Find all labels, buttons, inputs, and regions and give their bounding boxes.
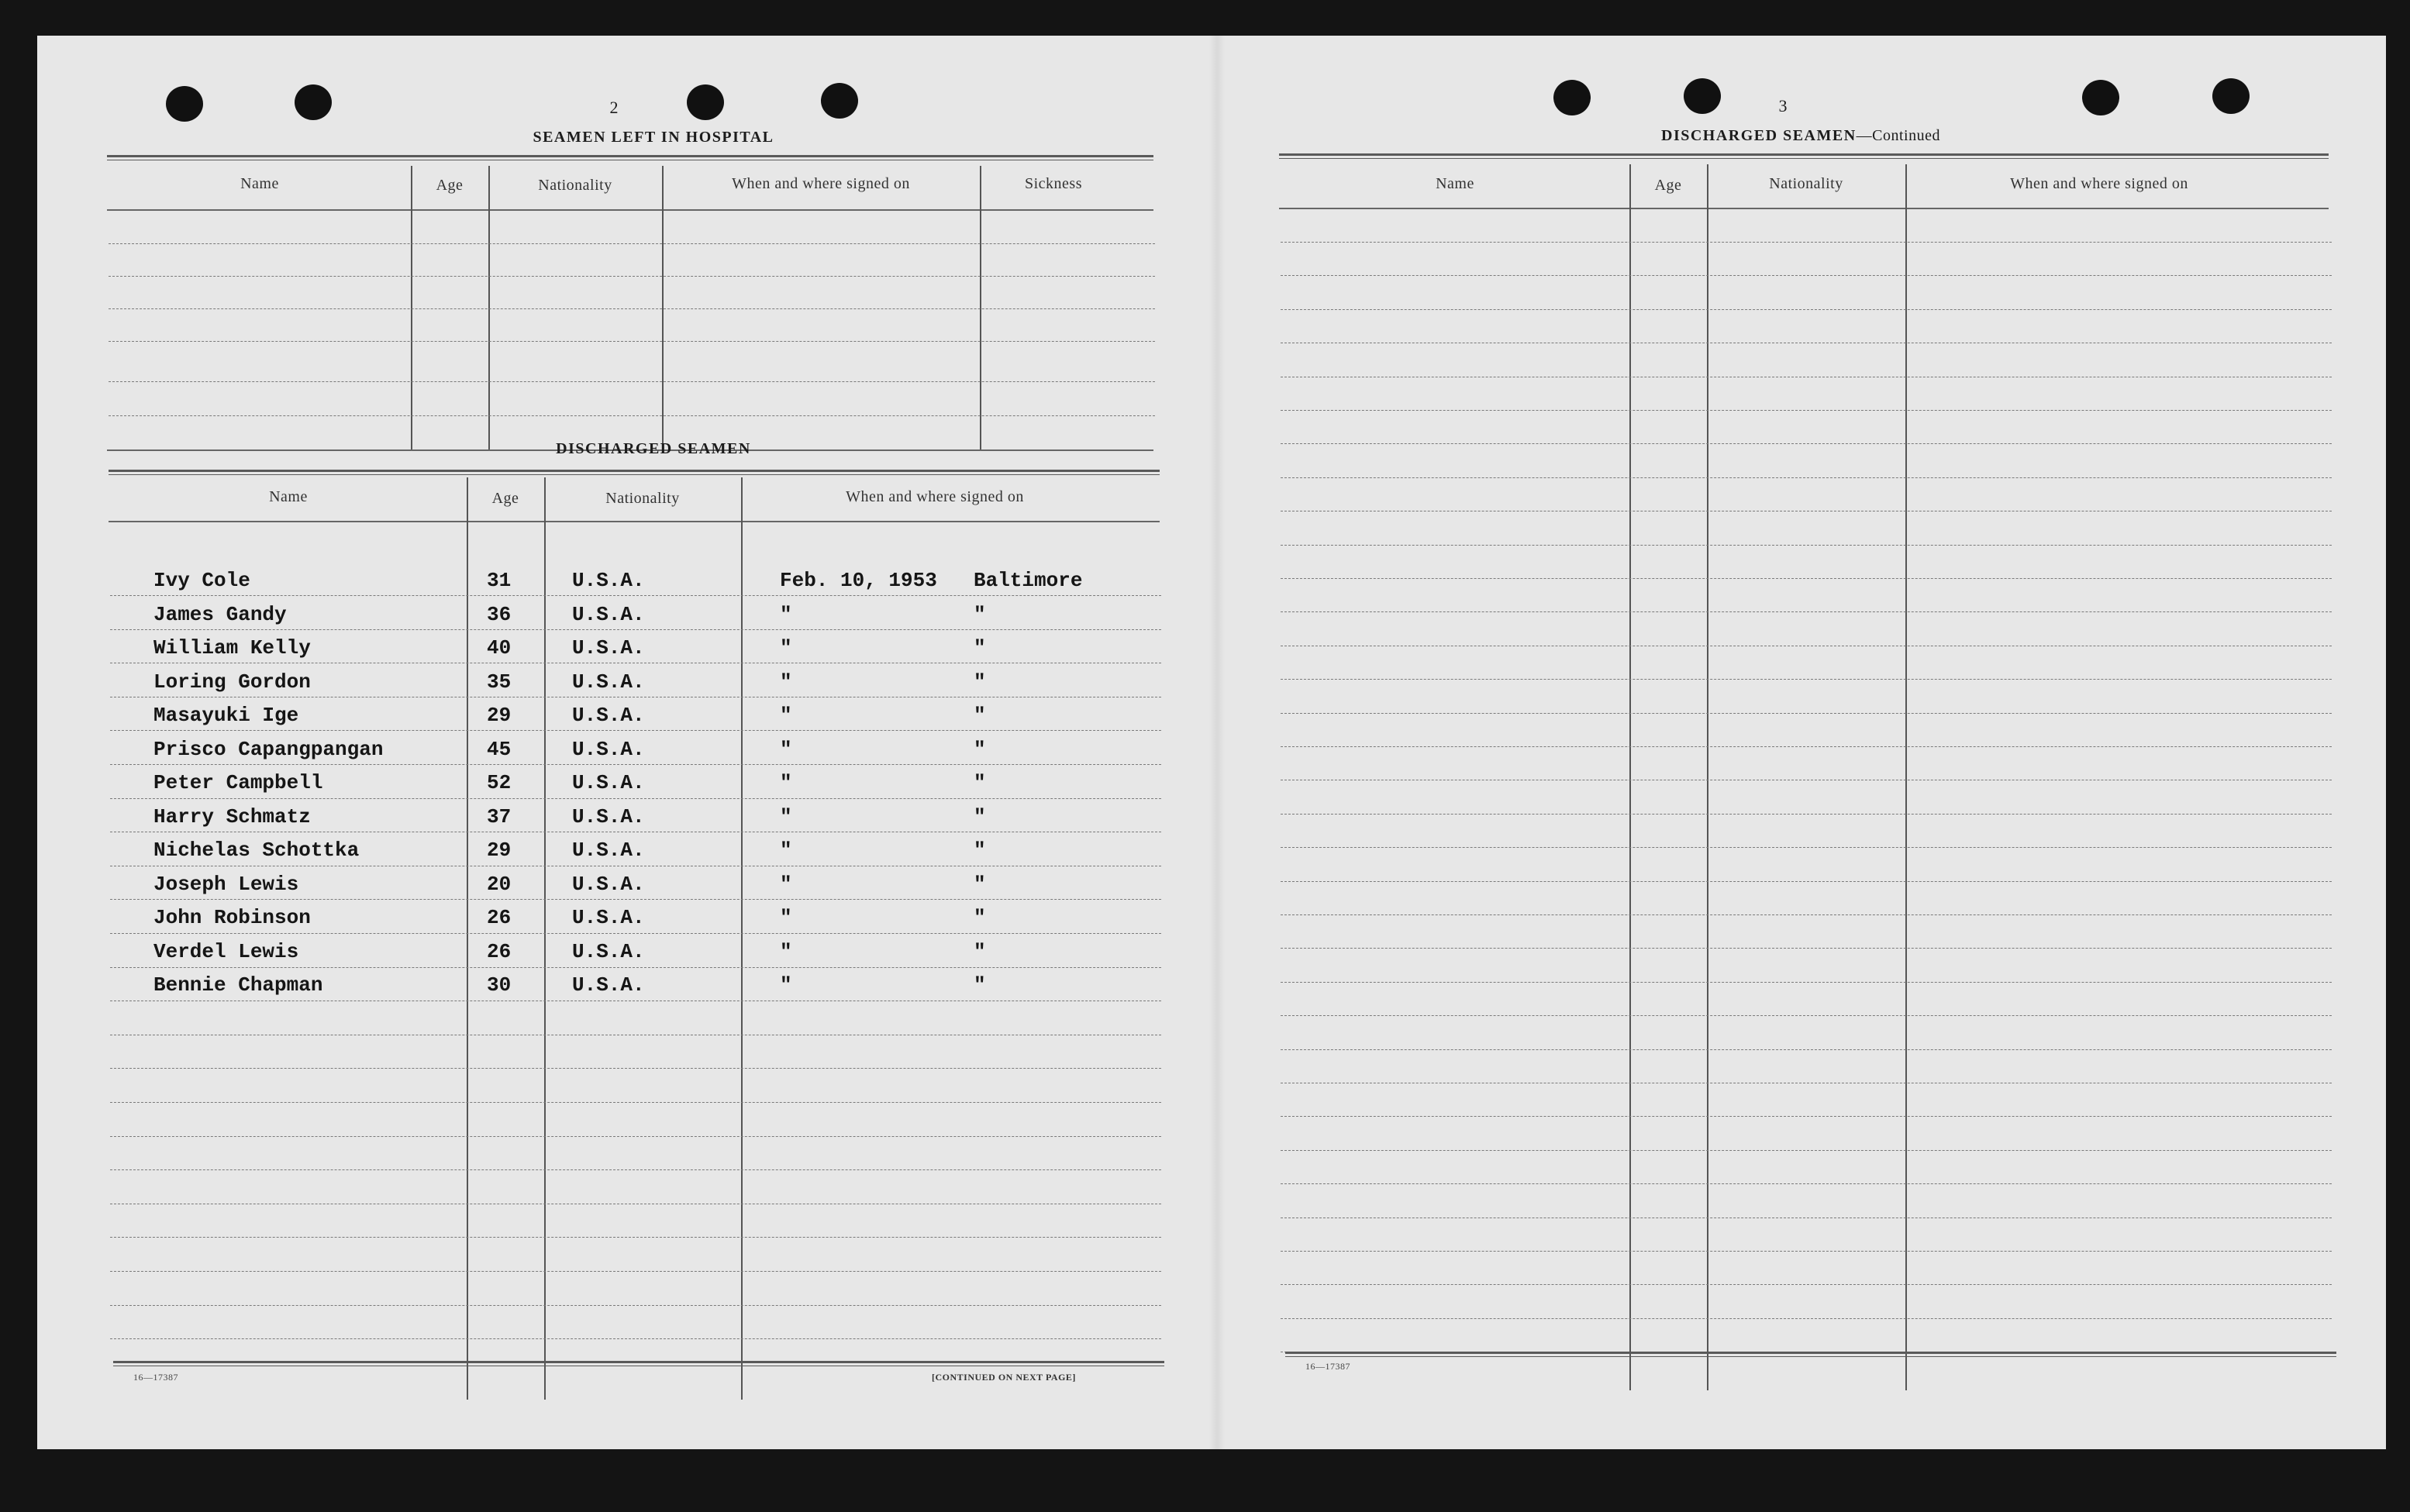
row-rule (109, 308, 1155, 309)
signed-on-date: " (780, 906, 792, 929)
column-divider (1707, 164, 1708, 1390)
table-row (37, 834, 1122, 867)
header-rule (1279, 208, 2329, 209)
column-header: Age (491, 490, 519, 507)
signed-on-place: " (974, 737, 986, 761)
seaman-nationality: U.S.A. (572, 804, 645, 828)
seaman-nationality: U.S.A. (572, 602, 645, 626)
seaman-name: William Kelly (153, 636, 311, 660)
seaman-age: 31 (487, 569, 512, 592)
row-rule (1281, 948, 2332, 949)
row-rule (1281, 443, 2332, 444)
seaman-nationality: U.S.A. (572, 872, 645, 896)
table-row (37, 935, 1122, 969)
row-rule (1281, 881, 2332, 882)
row-rule (109, 243, 1155, 244)
signed-on-place: " (974, 973, 986, 997)
seaman-name: Masayuki Ige (153, 704, 299, 727)
row-rule (1281, 1284, 2332, 1285)
form-code: 16—17387 (1305, 1361, 1350, 1372)
row-rule (1281, 611, 2332, 612)
signed-on-place: " (974, 636, 986, 660)
row-rule (1281, 477, 2332, 478)
table-row (37, 632, 1122, 665)
seaman-name: Joseph Lewis (153, 872, 299, 896)
table-row (37, 564, 1122, 598)
row-rule (110, 1068, 1161, 1069)
signed-on-date: " (780, 839, 792, 862)
header-rule (109, 521, 1160, 522)
hospital-section-title: SEAMEN LEFT IN HOSPITAL (533, 129, 774, 146)
signed-on-date: " (780, 804, 792, 828)
signed-on-place: " (974, 602, 986, 626)
row-rule (110, 1237, 1161, 1238)
continued-note: [CONTINUED ON NEXT PAGE] (932, 1372, 1076, 1383)
row-rule (110, 1338, 1161, 1339)
row-rule (1281, 982, 2332, 983)
punch-hole (166, 86, 203, 122)
row-rule (1281, 1183, 2332, 1184)
column-header: When and where signed on (846, 488, 1024, 505)
row-rule (109, 381, 1155, 382)
seaman-name: Harry Schmatz (153, 804, 311, 828)
table-row (37, 901, 1122, 935)
row-rule (1281, 914, 2332, 915)
row-rule (1281, 578, 2332, 579)
table-row (37, 598, 1122, 632)
table-row (37, 868, 1122, 901)
signed-on-date: " (780, 737, 792, 761)
signed-on-place: " (974, 771, 986, 794)
seaman-age: 36 (487, 602, 512, 626)
seaman-nationality: U.S.A. (572, 636, 645, 660)
seaman-nationality: U.S.A. (572, 737, 645, 761)
section-rule (1279, 153, 2329, 156)
row-rule (1281, 1116, 2332, 1117)
signed-on-date: " (780, 602, 792, 626)
column-header: Name (240, 175, 279, 192)
signed-on-date: Feb. 10, 1953 (780, 569, 937, 592)
seaman-name: John Robinson (153, 906, 311, 929)
row-rule (1281, 679, 2332, 680)
signed-on-date: " (780, 704, 792, 727)
table-row (37, 766, 1122, 800)
document-sheet (37, 36, 2386, 1449)
seaman-age: 35 (487, 670, 512, 694)
column-header: Name (269, 488, 308, 505)
row-rule (109, 276, 1155, 277)
row-rule (1281, 309, 2332, 310)
signed-on-date: " (780, 670, 792, 694)
row-rule (1281, 545, 2332, 546)
table-row (37, 733, 1122, 766)
signed-on-date: " (780, 939, 792, 963)
signed-on-date: " (780, 636, 792, 660)
header-rule (107, 209, 1153, 211)
row-rule (1281, 814, 2332, 815)
seaman-age: 29 (487, 839, 512, 862)
page-bottom-rule (1285, 1352, 2336, 1354)
page-bottom-rule (113, 1361, 1164, 1363)
seaman-age: 52 (487, 771, 512, 794)
row-rule (1281, 1251, 2332, 1252)
punch-hole (821, 83, 858, 119)
row-rule (1281, 847, 2332, 848)
signed-on-place: " (974, 939, 986, 963)
column-header: Age (1654, 177, 1682, 194)
seaman-name: Prisco Capangpangan (153, 737, 384, 761)
continued-section-title (1510, 127, 2091, 145)
seaman-nationality: U.S.A. (572, 939, 645, 963)
seaman-age: 37 (487, 804, 512, 828)
signed-on-place: " (974, 872, 986, 896)
seaman-age: 30 (487, 973, 512, 997)
row-rule (1281, 1015, 2332, 1016)
column-header: Nationality (605, 490, 680, 507)
seaman-nationality: U.S.A. (572, 839, 645, 862)
row-rule (109, 415, 1155, 416)
row-rule (1281, 746, 2332, 747)
seaman-name: Ivy Cole (153, 569, 250, 592)
seaman-age: 45 (487, 737, 512, 761)
seaman-nationality: U.S.A. (572, 906, 645, 929)
row-rule (1281, 1150, 2332, 1151)
seaman-nationality: U.S.A. (572, 670, 645, 694)
seaman-age: 29 (487, 704, 512, 727)
table-row (37, 666, 1122, 699)
signed-on-date: " (780, 771, 792, 794)
discharged-section-title: DISCHARGED SEAMEN (556, 440, 751, 457)
signed-on-place: Baltimore (974, 569, 1083, 592)
row-rule (110, 1102, 1161, 1103)
column-divider (1905, 164, 1907, 1390)
seaman-name: Loring Gordon (153, 670, 311, 694)
row-rule (110, 1169, 1161, 1170)
punch-hole (2082, 80, 2119, 115)
punch-hole (2212, 78, 2250, 114)
table-row (37, 801, 1122, 834)
seaman-age: 20 (487, 872, 512, 896)
section-title-text: DISCHARGED SEAMEN (1661, 127, 1857, 144)
signed-on-place: " (974, 704, 986, 727)
seaman-nationality: U.S.A. (572, 973, 645, 997)
seaman-nationality: U.S.A. (572, 569, 645, 592)
seaman-name: Peter Campbell (153, 771, 323, 794)
seaman-age: 40 (487, 636, 512, 660)
table-row (37, 969, 1122, 1002)
page-number: 2 (609, 98, 619, 117)
row-rule (109, 341, 1155, 342)
signed-on-date: " (780, 973, 792, 997)
row-rule (1281, 410, 2332, 411)
column-divider (1629, 164, 1631, 1390)
signed-on-place: " (974, 804, 986, 828)
seaman-name: Bennie Chapman (153, 973, 323, 997)
punch-hole (687, 84, 724, 120)
page-number: 3 (1778, 96, 1788, 115)
seaman-name: Verdel Lewis (153, 939, 299, 963)
column-header: When and where signed on (732, 175, 910, 192)
column-header: Name (1436, 175, 1474, 192)
table-row (37, 699, 1122, 732)
column-header: Nationality (1769, 175, 1843, 192)
punch-hole (1684, 78, 1721, 114)
signed-on-place: " (974, 839, 986, 862)
row-rule (110, 1305, 1161, 1306)
seaman-age: 26 (487, 906, 512, 929)
punch-hole (1553, 80, 1591, 115)
row-rule (1281, 275, 2332, 276)
signed-on-place: " (974, 670, 986, 694)
row-rule (1281, 1049, 2332, 1050)
column-header: Age (436, 177, 464, 194)
seaman-nationality: U.S.A. (572, 771, 645, 794)
section-rule (109, 470, 1160, 472)
row-rule (110, 1136, 1161, 1137)
row-rule (1281, 1318, 2332, 1319)
signed-on-date: " (780, 872, 792, 896)
seaman-name: Nichelas Schottka (153, 839, 360, 862)
seaman-name: James Gandy (153, 602, 287, 626)
section-title-suffix: —Continued (1856, 127, 1940, 144)
form-code: 16—17387 (133, 1372, 178, 1383)
column-header: Sickness (1025, 175, 1082, 192)
column-header: When and where signed on (2010, 175, 2188, 192)
seaman-nationality: U.S.A. (572, 704, 645, 727)
row-rule (110, 1271, 1161, 1272)
section-rule (107, 155, 1153, 157)
seaman-age: 26 (487, 939, 512, 963)
row-rule (1281, 242, 2332, 243)
column-header: Nationality (538, 177, 612, 194)
row-rule (1281, 713, 2332, 714)
page-spine (1209, 36, 1225, 1449)
punch-hole (295, 84, 332, 120)
signed-on-place: " (974, 906, 986, 929)
